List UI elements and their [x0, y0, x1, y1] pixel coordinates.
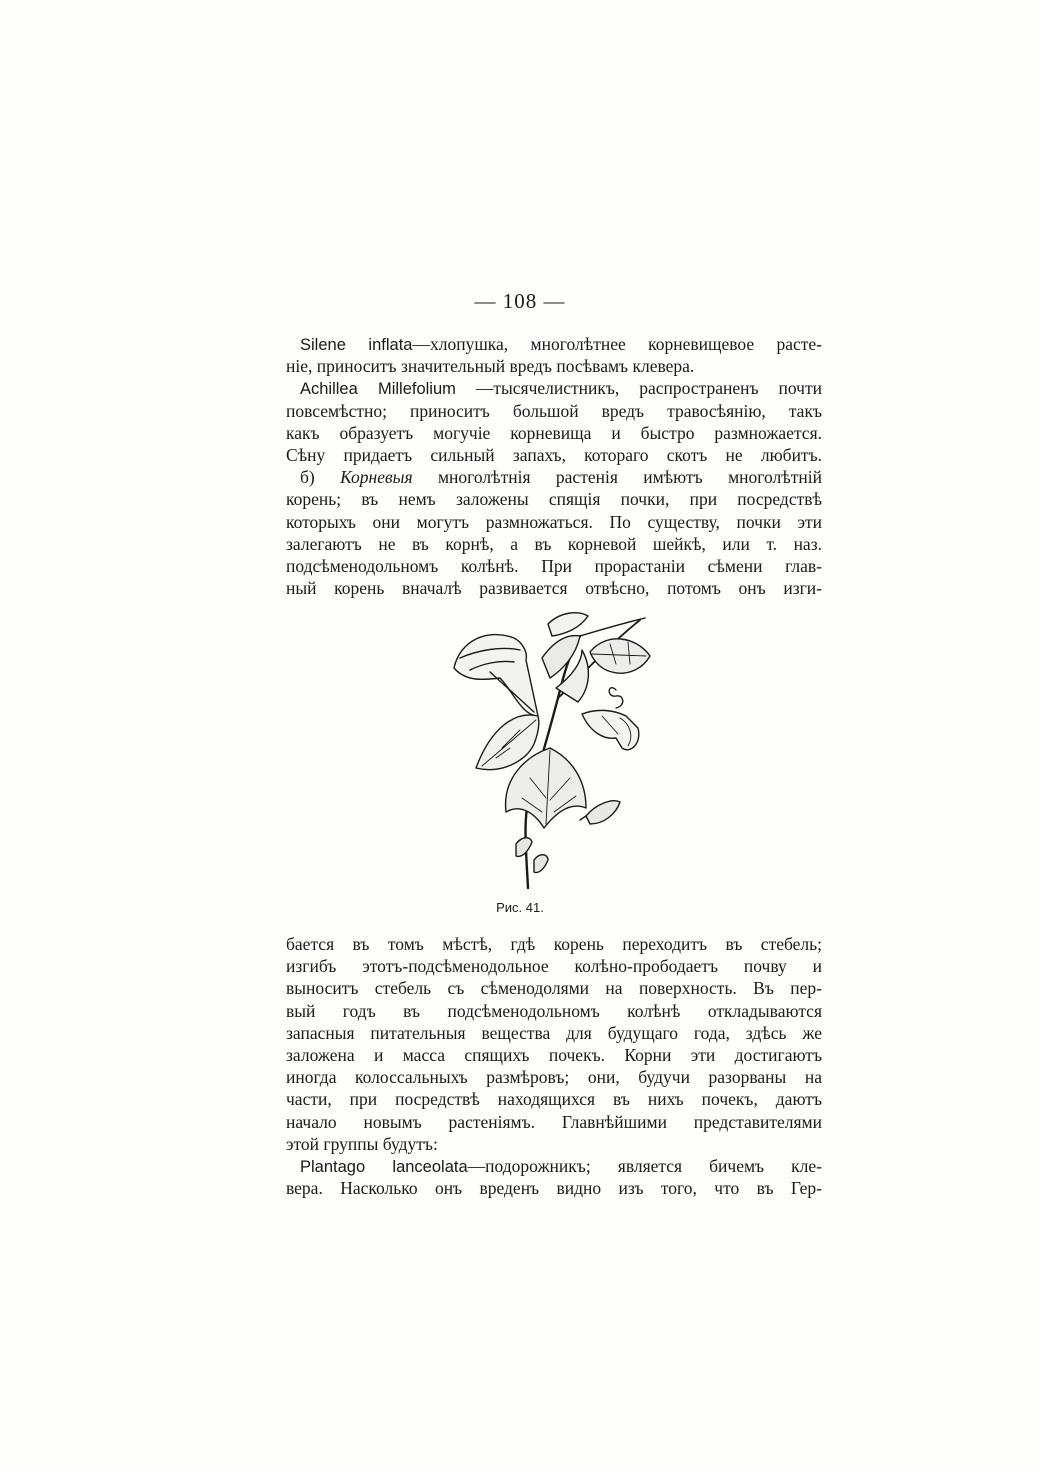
text-line: корень; въ немъ заложены спящія почки, при посредствѣ: [286, 489, 822, 510]
text-line: Achillea Millefolium —тысячелистникъ, распространенъ почти: [300, 378, 822, 399]
text-line: какъ образуетъ могучіе корневища и быстро размножается.: [286, 422, 822, 443]
text-line: Silene inflata—хлопушка, многолѣтнее корневищевое расте-: [300, 334, 822, 354]
page-number: — 108 —: [474, 289, 566, 313]
text-block-top: [286, 333, 822, 599]
text-line: подсѣменодольномъ колѣнѣ. При прорастаніи сѣмени глав-: [286, 555, 822, 576]
tendril: [609, 688, 623, 708]
text-line: иногда колоссальныхъ размѣровъ; они, будучи разорваны на: [286, 1067, 822, 1088]
text-line: начало новымъ растеніямъ. Главнѣйшими представителями: [286, 1111, 822, 1132]
text-line: части, при посредствѣ находящихся въ нихъ почекъ, даютъ: [286, 1089, 822, 1110]
bud: [586, 801, 620, 824]
text-line: Сѣну придаетъ сильный запахъ, котораго скотъ не любитъ.: [286, 444, 822, 465]
latin-name: Achillea Millefolium: [300, 380, 456, 399]
text-line: изгибъ этотъ-подсѣменодольное колѣно-прободаетъ почву и: [286, 956, 822, 977]
text-line: вера. Насколько онъ вреденъ видно изъ того, что въ Гер-: [286, 1178, 822, 1199]
text-line: запасныя питательныя вещества для будущаго года, здѣсь же: [286, 1022, 822, 1043]
leaf: [534, 855, 548, 873]
text-block-bottom: [286, 933, 822, 1199]
text-line: Plantago lanceolata—подорожникъ; является бичемъ кле-: [300, 1155, 822, 1176]
leaf: [548, 613, 588, 636]
text-line: которыхъ они могутъ размножаться. По существу, почки эти: [286, 511, 822, 532]
text-line: вый годъ въ подсѣменодольномъ колѣнѣ откладываются: [286, 1000, 822, 1021]
stem-branch: [580, 618, 645, 636]
italic-term: Корневыя: [340, 467, 413, 488]
text-line: бается въ томъ мѣстѣ, гдѣ корень переходитъ въ стебель;: [286, 934, 822, 954]
text-line: б) Корневыя многолѣтнія растенія имѣютъ многолѣтній: [300, 467, 822, 488]
plant-illustration: [430, 598, 670, 896]
latin-name: Silene inflata: [300, 336, 413, 354]
latin-name: Plantago lanceolata: [300, 1157, 468, 1176]
text-line: выноситъ стебель съ сѣменодолями на поверхность. Въ пер-: [286, 978, 822, 999]
text-line: ніе, приноситъ значительный вредъ посѣвамъ клевера.: [286, 356, 695, 377]
text-line: залегаютъ не въ корнѣ, а въ корневой шейкѣ, или т. наз.: [286, 533, 822, 554]
text-line: повсемѣстно; приноситъ большой вредъ травосѣянію, такъ: [286, 400, 822, 421]
leaf: [516, 838, 532, 857]
text-line: этой группы будутъ:: [286, 1133, 438, 1154]
text-line: ный корень вначалѣ развивается отвѣсно, потомъ онъ изги-: [286, 578, 822, 599]
text-line: заложена и масса спящихъ почекъ. Корни эти достигаютъ: [286, 1044, 822, 1065]
figure-caption: Рис. 41.: [496, 900, 544, 915]
